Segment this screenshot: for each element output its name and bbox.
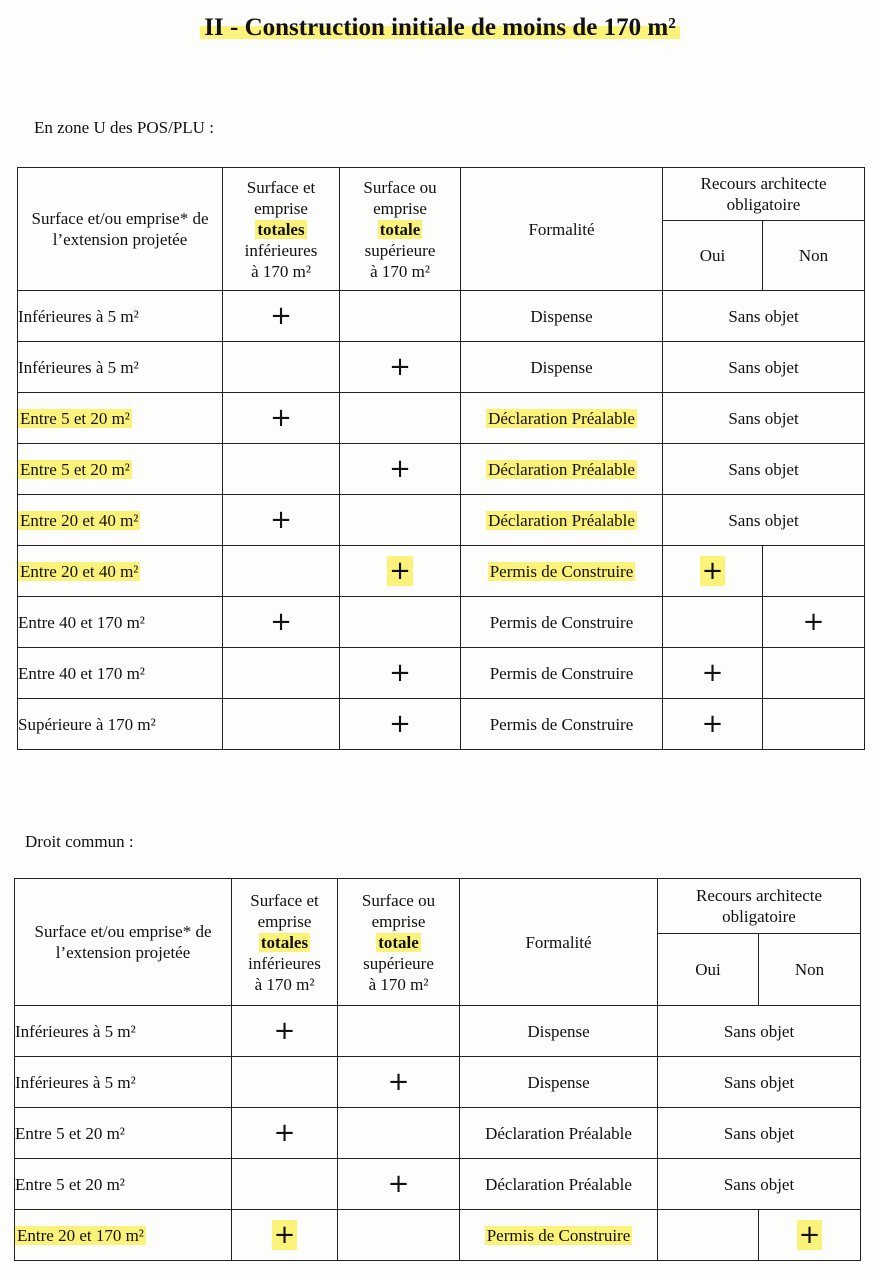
cell-inferieures: [223, 393, 340, 444]
cell-inferieures: [232, 1057, 338, 1108]
cell-superieure: [338, 1006, 460, 1057]
cell-surface: [18, 291, 223, 342]
cell-superieure: [340, 444, 461, 495]
cell-recours-merged: [663, 495, 865, 546]
header-inferieures: Surface et emprise totales inférieures à 170 m²: [223, 168, 340, 291]
cell-surface: [15, 1159, 232, 1210]
cell-superieure: [340, 699, 461, 750]
cell-inferieures-text: +: [270, 504, 292, 535]
cell-inferieures-text: +: [273, 1219, 296, 1250]
cell-oui-text: +: [701, 657, 724, 688]
cell-recours-merged-text: Sans objet: [728, 459, 799, 479]
cell-formalite-text: Dispense: [530, 306, 593, 326]
cell-surface: [18, 699, 223, 750]
cell-surface: [15, 1057, 232, 1108]
table-row: [18, 597, 865, 648]
cell-recours-merged-text: Sans objet: [723, 1174, 795, 1194]
cell-surface-text: Inférieures à 5 m²: [15, 1021, 136, 1041]
cell-surface-text: Entre 5 et 20 m²: [15, 1123, 125, 1143]
cell-oui: [663, 546, 763, 597]
cell-formalite: [461, 393, 663, 444]
header-superieure: Surface ou emprise totale supérieure à 170 m²: [340, 168, 461, 291]
cell-surface-text: Entre 40 et 170 m²: [18, 612, 145, 632]
table-row: [15, 1108, 861, 1159]
cell-inferieures: [223, 444, 340, 495]
cell-formalite: [461, 546, 663, 597]
cell-inferieures: [232, 1006, 338, 1057]
cell-superieure: [340, 597, 461, 648]
cell-recours-merged-text: Sans objet: [723, 1021, 795, 1041]
cell-formalite-text: Déclaration Préalable: [488, 408, 635, 428]
cell-recours-merged-text: Sans objet: [723, 1123, 795, 1143]
cell-formalite: [461, 444, 663, 495]
cell-surface: [15, 1108, 232, 1159]
cell-formalite: [460, 1108, 658, 1159]
cell-surface-text: Inférieures à 5 m²: [18, 357, 139, 377]
cell-inferieures: [232, 1210, 338, 1261]
cell-oui: [663, 699, 763, 750]
cell-non: [763, 699, 865, 750]
cell-surface: [18, 393, 223, 444]
cell-oui: [663, 648, 763, 699]
cell-recours-merged-text: Sans objet: [728, 510, 799, 530]
cell-recours-merged-text: Sans objet: [728, 357, 799, 377]
cell-surface: [18, 546, 223, 597]
cell-formalite-text: Permis de Construire: [486, 1225, 631, 1245]
cell-oui-text: +: [701, 708, 724, 739]
table-row: [18, 546, 865, 597]
cell-formalite-text: Dispense: [527, 1021, 590, 1041]
table-row: [18, 648, 865, 699]
cell-oui: [658, 1210, 759, 1261]
cell-surface-text: Inférieures à 5 m²: [18, 306, 139, 326]
cell-recours-merged: [663, 444, 865, 495]
cell-formalite-text: Permis de Construire: [489, 714, 634, 734]
table-body: [18, 291, 865, 750]
cell-surface: [18, 597, 223, 648]
cell-surface-text: Entre 20 et 40 m²: [20, 561, 139, 581]
cell-inferieures: [223, 495, 340, 546]
cell-inferieures-text: +: [270, 300, 292, 331]
cell-formalite-text: Dispense: [530, 357, 593, 377]
cell-surface-text: Supérieure à 170 m²: [18, 714, 156, 734]
table-row: [18, 699, 865, 750]
table-droit-commun: [14, 878, 861, 1261]
cell-recours-merged: [663, 291, 865, 342]
cell-recours-merged: [658, 1057, 861, 1108]
cell-superieure: [338, 1159, 460, 1210]
cell-formalite: [460, 1057, 658, 1108]
cell-inferieures: [223, 699, 340, 750]
cell-superieure: [340, 291, 461, 342]
header-inferieures: Surface et emprise totales inférieures à 170 m²: [232, 879, 338, 1006]
table-row: [18, 444, 865, 495]
cell-formalite: [460, 1210, 658, 1261]
cell-formalite: [461, 495, 663, 546]
header-superieure: Surface ou emprise totale supérieure à 170 m²: [338, 879, 460, 1006]
cell-inferieures: [223, 342, 340, 393]
cell-formalite-text: Déclaration Préalable: [488, 459, 635, 479]
cell-superieure: [340, 546, 461, 597]
table-row: [18, 495, 865, 546]
table-row: [18, 291, 865, 342]
cell-superieure: [340, 648, 461, 699]
table-zone-u: [17, 167, 865, 750]
cell-surface: [18, 444, 223, 495]
header-formalite: Formalité: [460, 879, 658, 1006]
header-formalite: Formalité: [461, 168, 663, 291]
cell-formalite-text: Permis de Construire: [489, 561, 634, 581]
header-surface: Surface et/ou emprise* de l’extension projetée: [18, 168, 223, 291]
cell-superieure-text: +: [389, 657, 411, 688]
header-oui: Oui: [663, 221, 763, 291]
cell-inferieures-text: +: [273, 1117, 296, 1148]
cell-oui: [663, 597, 763, 648]
cell-surface: [18, 342, 223, 393]
cell-formalite: [460, 1159, 658, 1210]
cell-formalite: [461, 597, 663, 648]
cell-surface-text: Entre 20 et 40 m²: [20, 510, 139, 530]
cell-formalite-text: Dispense: [527, 1072, 590, 1092]
cell-inferieures: [223, 291, 340, 342]
header-recours: Recours architecte obligatoire: [658, 879, 861, 934]
header-surface: Surface et/ou emprise* de l’extension projetée: [15, 879, 232, 1006]
cell-inferieures: [232, 1159, 338, 1210]
cell-non: [759, 1210, 861, 1261]
cell-inferieures-text: +: [270, 606, 292, 637]
cell-superieure-text: +: [389, 555, 411, 586]
cell-oui-text: +: [701, 555, 724, 586]
cell-surface-text: Entre 5 et 20 m²: [15, 1174, 125, 1194]
cell-superieure: [340, 495, 461, 546]
cell-non: [763, 648, 865, 699]
cell-formalite-text: Déclaration Préalable: [488, 510, 635, 530]
cell-formalite: [460, 1006, 658, 1057]
cell-superieure-text: +: [387, 1168, 410, 1199]
cell-superieure: [340, 393, 461, 444]
cell-superieure: [338, 1057, 460, 1108]
table-row: [18, 393, 865, 444]
cell-surface: [18, 495, 223, 546]
cell-superieure: [338, 1210, 460, 1261]
cell-formalite: [461, 699, 663, 750]
cell-superieure-text: +: [389, 351, 411, 382]
cell-formalite: [461, 291, 663, 342]
cell-surface: [15, 1210, 232, 1261]
cell-surface-text: Inférieures à 5 m²: [15, 1072, 136, 1092]
cell-superieure: [340, 342, 461, 393]
cell-formalite: [461, 342, 663, 393]
cell-superieure-text: +: [389, 453, 411, 484]
cell-recours-merged: [663, 342, 865, 393]
cell-surface-text: Entre 5 et 20 m²: [20, 408, 130, 428]
table-row: [15, 1006, 861, 1057]
cell-recours-merged-text: Sans objet: [728, 306, 799, 326]
cell-non-text: +: [798, 1219, 821, 1250]
cell-inferieures-text: +: [270, 402, 292, 433]
cell-formalite-text: Permis de Construire: [489, 663, 634, 683]
cell-recours-merged-text: Sans objet: [723, 1072, 795, 1092]
cell-formalite-text: Déclaration Préalable: [485, 1123, 632, 1143]
cell-inferieures-text: +: [273, 1015, 296, 1046]
cell-surface: [18, 648, 223, 699]
cell-formalite-text: Déclaration Préalable: [485, 1174, 632, 1194]
cell-superieure: [338, 1108, 460, 1159]
table-row: [15, 1159, 861, 1210]
table-row: [18, 342, 865, 393]
cell-recours-merged: [663, 393, 865, 444]
cell-recours-merged: [658, 1159, 861, 1210]
cell-surface-text: Entre 5 et 20 m²: [20, 459, 130, 479]
cell-formalite: [461, 648, 663, 699]
cell-inferieures: [223, 546, 340, 597]
cell-non-text: +: [802, 606, 825, 637]
cell-surface: [15, 1006, 232, 1057]
cell-inferieures: [232, 1108, 338, 1159]
header-non: Non: [759, 934, 861, 1006]
header-oui: Oui: [658, 934, 759, 1006]
page-title: II - Construction initiale de moins de 170 m²: [0, 14, 880, 42]
cell-recours-merged: [658, 1006, 861, 1057]
section-label-zone-u: En zone U des POS/PLU :: [34, 118, 214, 137]
cell-inferieures: [223, 597, 340, 648]
cell-inferieures: [223, 648, 340, 699]
cell-recours-merged: [658, 1108, 861, 1159]
cell-recours-merged-text: Sans objet: [728, 408, 799, 428]
header-non: Non: [763, 221, 865, 291]
section-label-droit-commun: Droit commun :: [25, 832, 134, 851]
header-recours: Recours architecte obligatoire: [663, 168, 865, 221]
table-row: [15, 1057, 861, 1108]
cell-superieure-text: +: [387, 1066, 410, 1097]
cell-formalite-text: Permis de Construire: [489, 612, 634, 632]
cell-non: [763, 546, 865, 597]
table-body: [15, 1006, 861, 1261]
cell-surface-text: Entre 40 et 170 m²: [18, 663, 145, 683]
cell-surface-text: Entre 20 et 170 m²: [17, 1225, 144, 1245]
cell-non: [763, 597, 865, 648]
table-row: [15, 1210, 861, 1261]
cell-superieure-text: +: [389, 708, 411, 739]
